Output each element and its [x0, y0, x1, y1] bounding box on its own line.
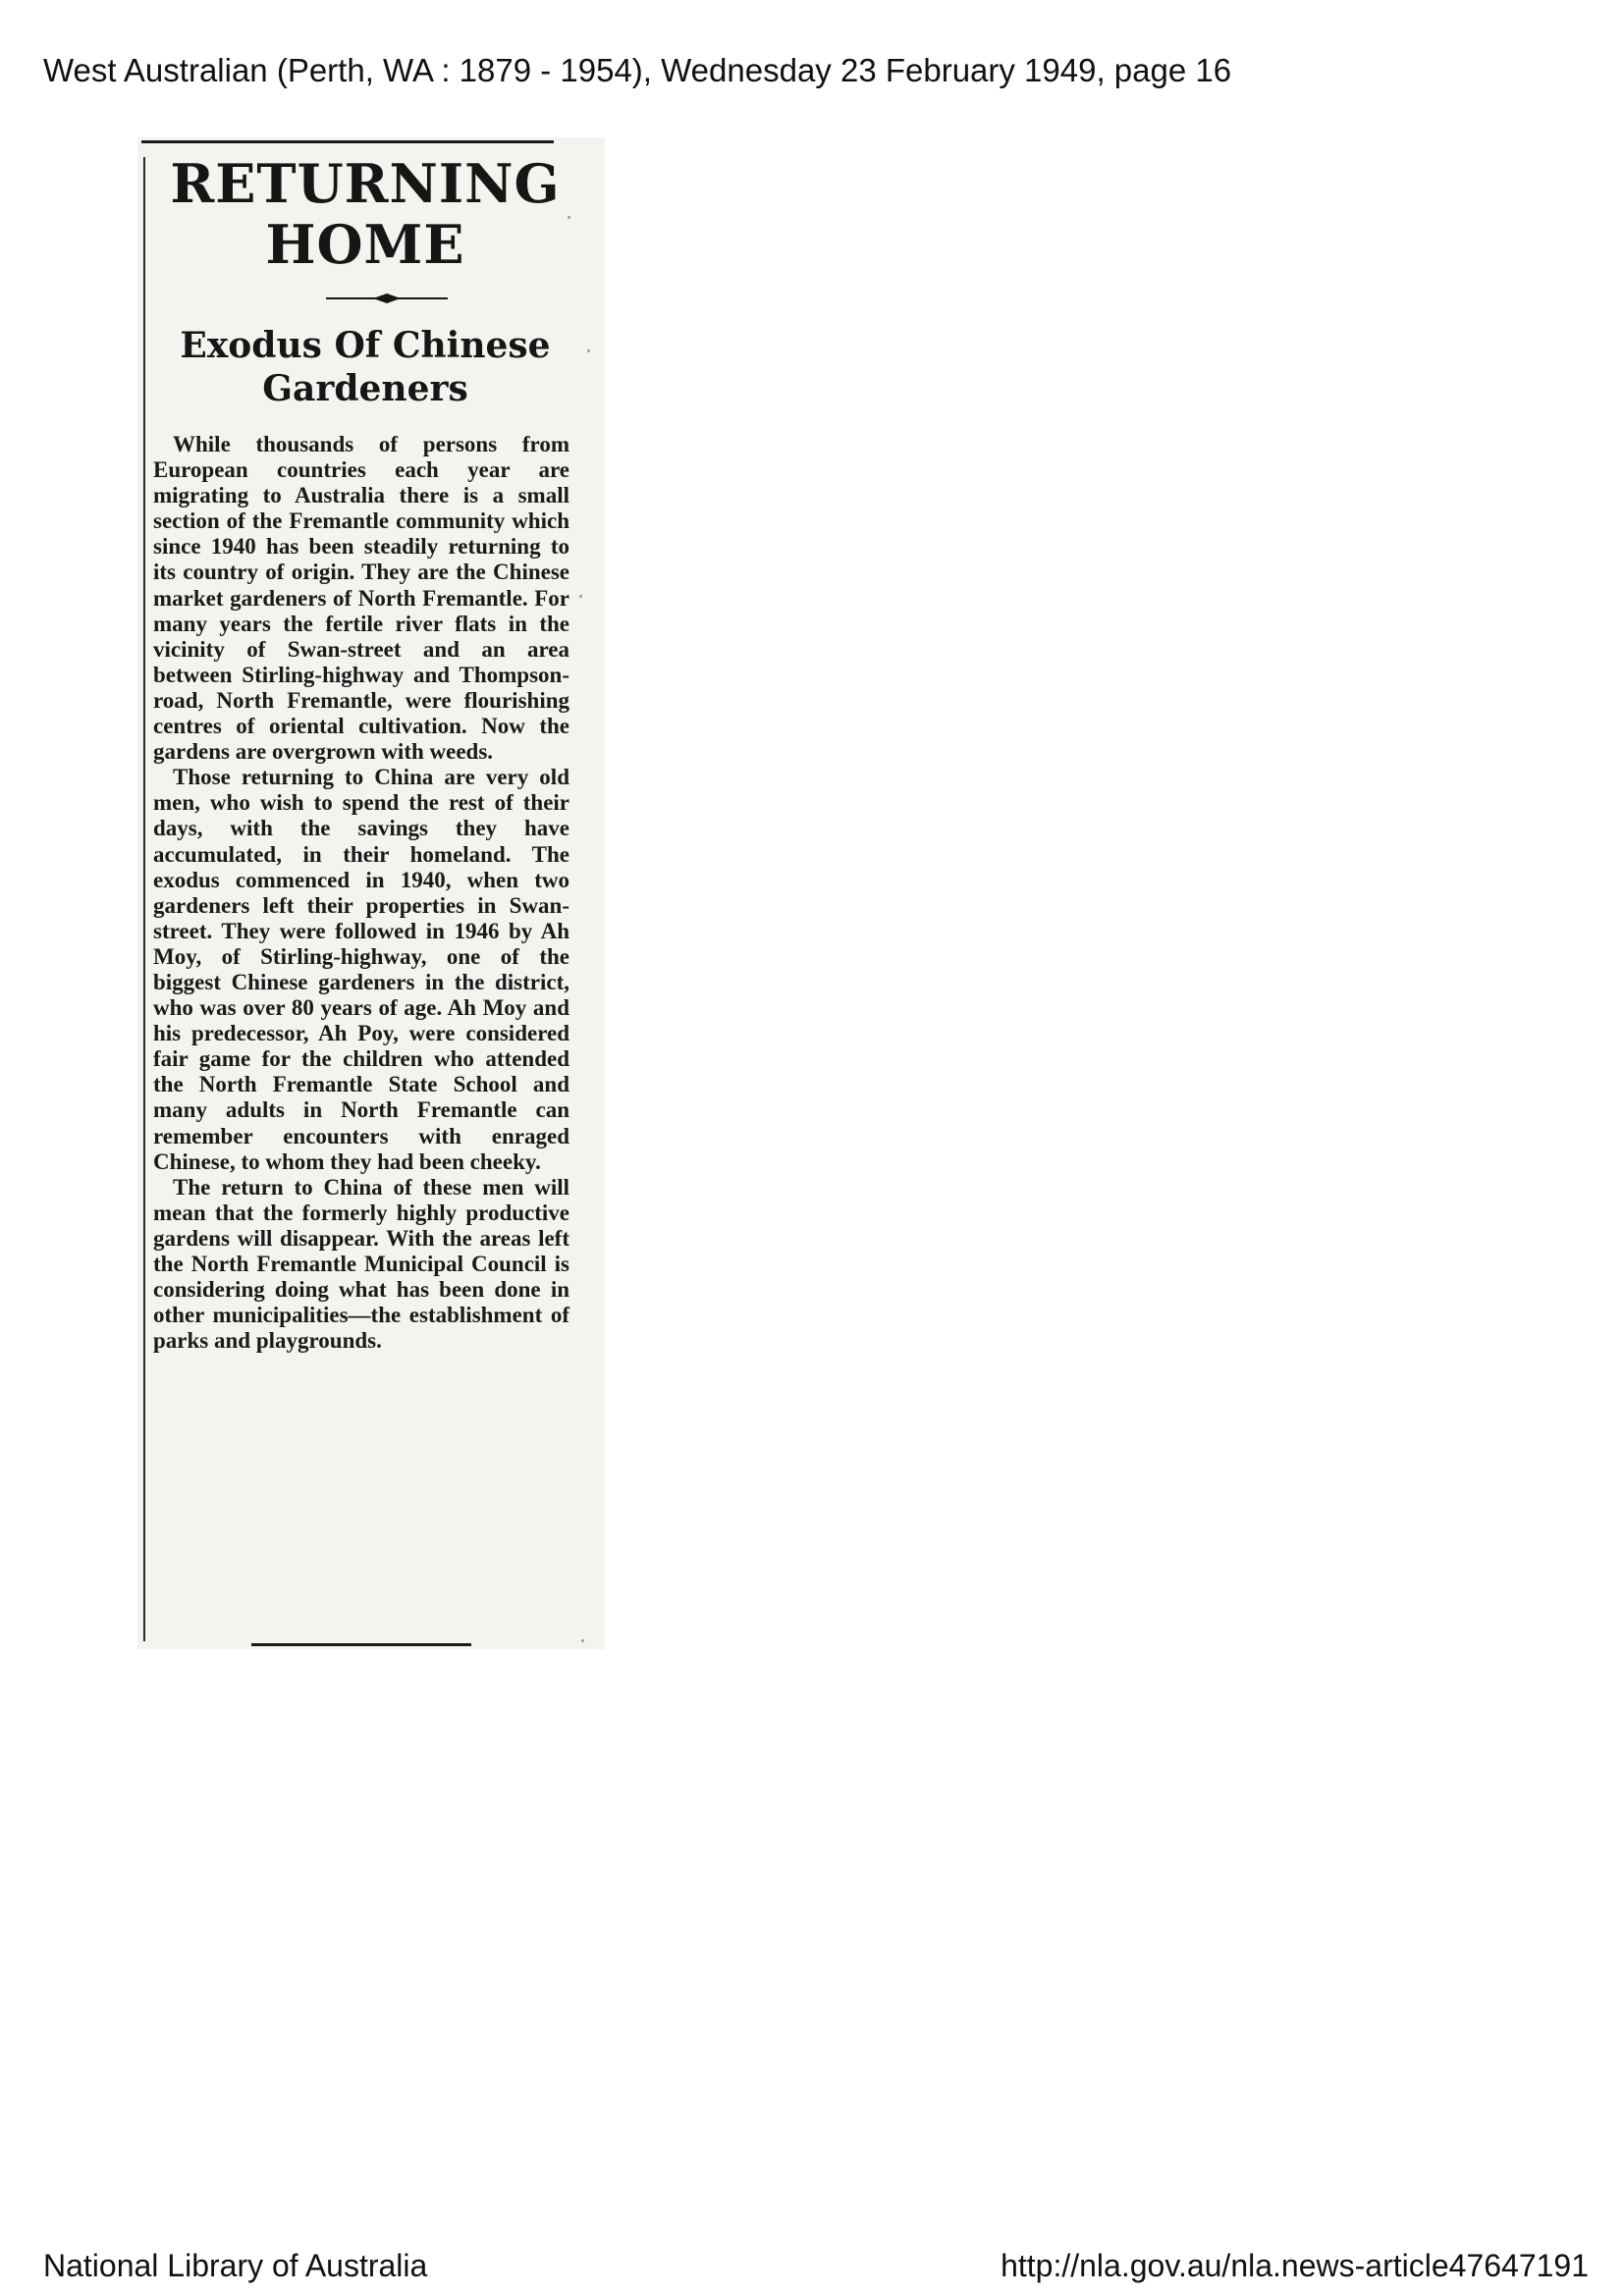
bottom-rule [251, 1643, 471, 1646]
footer-article-url[interactable]: http://nla.gov.au/nla.news-article47647191 [1001, 2248, 1589, 2283]
headline-line: HOME [265, 213, 465, 276]
source-citation: West Australian (Perth, WA : 1879 - 1954), Wednesday 23 February 1949, page 16 [43, 52, 1232, 88]
article-subheadline [149, 324, 581, 410]
newspaper-clipping [137, 137, 605, 1649]
headline-line: RETURNING [170, 152, 561, 215]
article-headline [149, 153, 581, 275]
print-speck [568, 216, 570, 219]
print-speck [579, 595, 582, 598]
footer-library-name: National Library of Australia [43, 2248, 428, 2283]
print-speck [587, 349, 590, 352]
article-paragraph: Those returning to China are very old men, who wish to spend the rest of their days, with the savings they have accumulated, in their homeland. The exodus commenced in 1940, when two gardeners left their properties in Swan-street. They were followed in 1946 by Ah Moy, of Stirling-highway, one of the biggest Chinese gardeners in the district, who was over 80 years of age. Ah Moy and his predecessor, Ah Poy, were considered fair game for the children who attended the North Fremantle State School and many adults in North Fremantle can remember encounters with enraged Chinese, to whom they had been cheeky. [153, 765, 569, 1174]
column-rule [143, 157, 145, 1641]
top-rule [141, 140, 554, 143]
print-speck [581, 1639, 584, 1642]
article-paragraph: While thousands of persons from European countries each year are migrating to Australia there is a small section of the Fremantle community which since 1940 has been steadily returning to its country of origin. They are the Chinese market gardeners of North Fremantle. For many years the fertile river flats in the vicinity of Swan-street and an area between Stirling-highway and Thompson-road, North Fremantle, were flourishing centres of oriental cultivation. Now the gardens are overgrown with weeds. [153, 432, 569, 765]
article-body [153, 432, 569, 1354]
headline-divider [326, 293, 448, 304]
article-paragraph: The return to China of these men will mean that the formerly highly productive gardens will disappear. With the areas left the North Fremantle Municipal Council is considering doing what has been done in other municipalities—the establishment of parks and playgrounds. [153, 1174, 569, 1354]
subheadline-line: Gardeners [262, 368, 468, 409]
subheadline-line: Exodus Of Chinese [180, 325, 551, 366]
